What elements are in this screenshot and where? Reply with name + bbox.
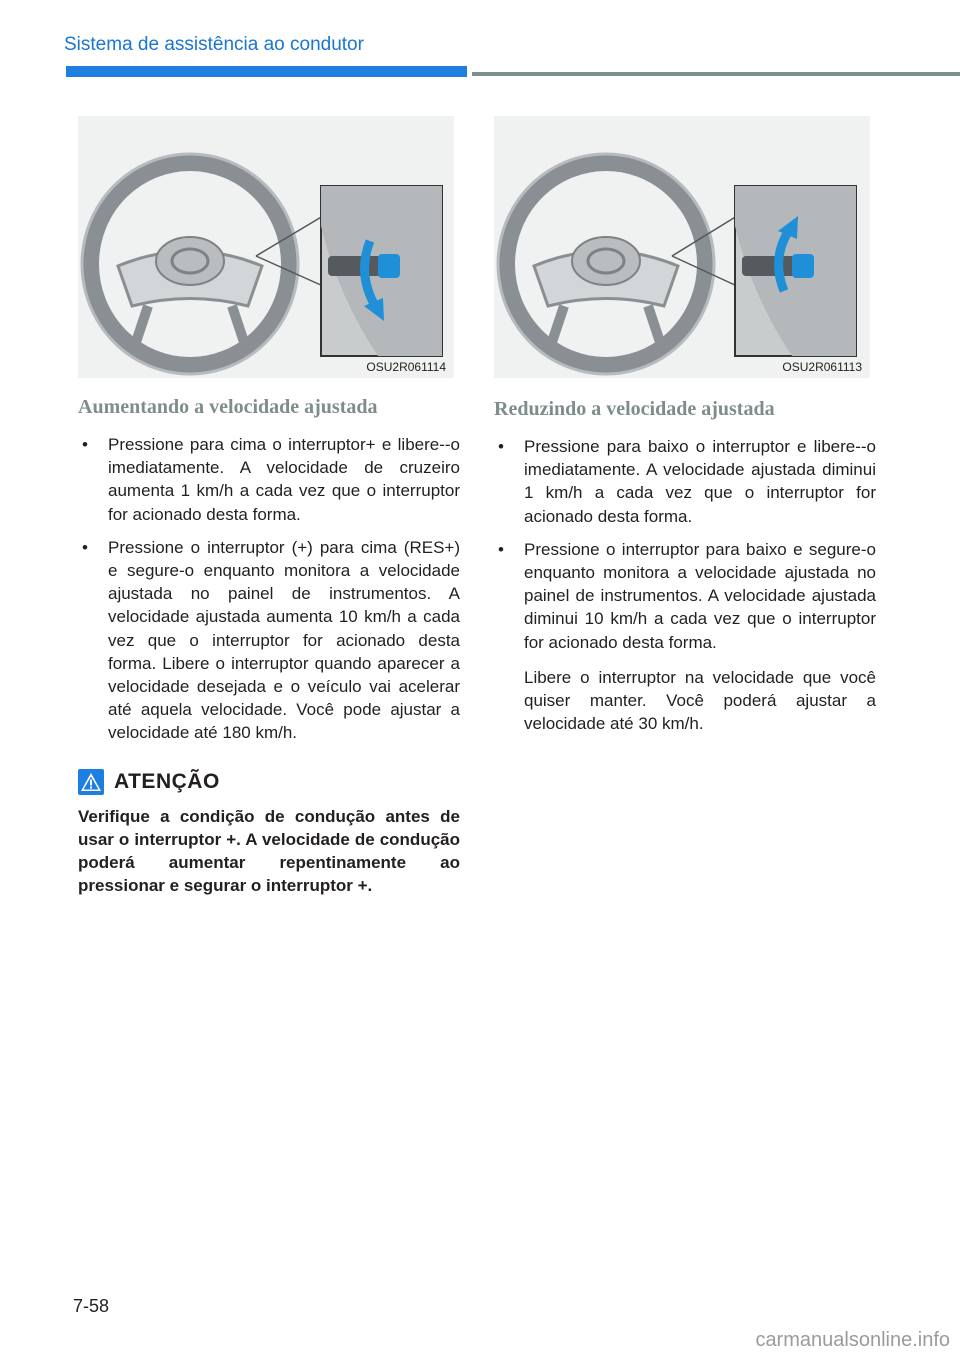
list-item: • Pressione o interruptor para baixo e segure-o enquanto monitora a velocidade ajustada no painel de instrumentos. A velocidade ajustada diminui 10 km/h a cada vez que o interruptor for acionado desta forma.: [498, 539, 876, 652]
list-item: • Pressione o interruptor (+) para cima (RES+) e segure-o enquanto monitora a velocidade ajustada no painel de instrumentos. A velocidade ajustada aumenta 10 km/h a cada vez que o interruptor for acionado desta forma. Libere o interruptor quando aparecer a velocidade desejada e o veículo vai acelerar até aquela velocidade. Você pode ajustar a velocidade até 180 km/h.: [82, 537, 460, 743]
heading-increase-speed: Aumentando a velocidade ajustada: [78, 396, 378, 418]
header-rule-blue: [66, 66, 467, 77]
left-column: [78, 396, 460, 897]
list-item: • Pressione para cima o interruptor+ e libere--o imediatamente. A velocidade de cruzeiro aumenta 1 km/h a cada vez que o interruptor for acionado desta forma.: [82, 435, 460, 524]
warning-icon: [78, 769, 104, 795]
figure-code: OSU2R061113: [782, 360, 862, 374]
steering-wheel-illustration: [78, 116, 454, 378]
page-number: 7-58: [73, 1296, 110, 1316]
warning-header: [78, 769, 460, 795]
figure-decrease-speed: [494, 116, 870, 378]
watermark[interactable]: carmanualsonline.info: [755, 1329, 950, 1351]
list-item: • Pressione para baixo o interruptor e libere--o imediatamente. A velocidade ajustada diminui 1 km/h a cada vez que o interruptor for acionado desta forma.: [498, 437, 876, 526]
heading-decrease-speed: Reduzindo a velocidade ajustada: [494, 398, 775, 420]
warning-body: Verifique a condição de condução antes de usar o interruptor +. A velocidade de condução poderá aumentar repentinamente ao pressionar e segurar o interruptor +.: [78, 806, 460, 896]
warning-title: ATENÇÃO: [114, 769, 220, 793]
section-title: Sistema de assistência ao condutor: [64, 34, 364, 55]
figure-increase-speed: [78, 116, 454, 378]
bullet-list: [494, 435, 876, 654]
release-paragraph: Libere o interruptor na velocidade que você quiser manter. Você poderá ajustar a velocidade até 30 km/h.: [524, 667, 876, 734]
bullet-list: [78, 433, 460, 745]
right-column: [494, 398, 876, 735]
steering-wheel-illustration: [494, 116, 870, 378]
figure-code: OSU2R061114: [366, 360, 446, 374]
header-rule-gray: [472, 72, 960, 76]
